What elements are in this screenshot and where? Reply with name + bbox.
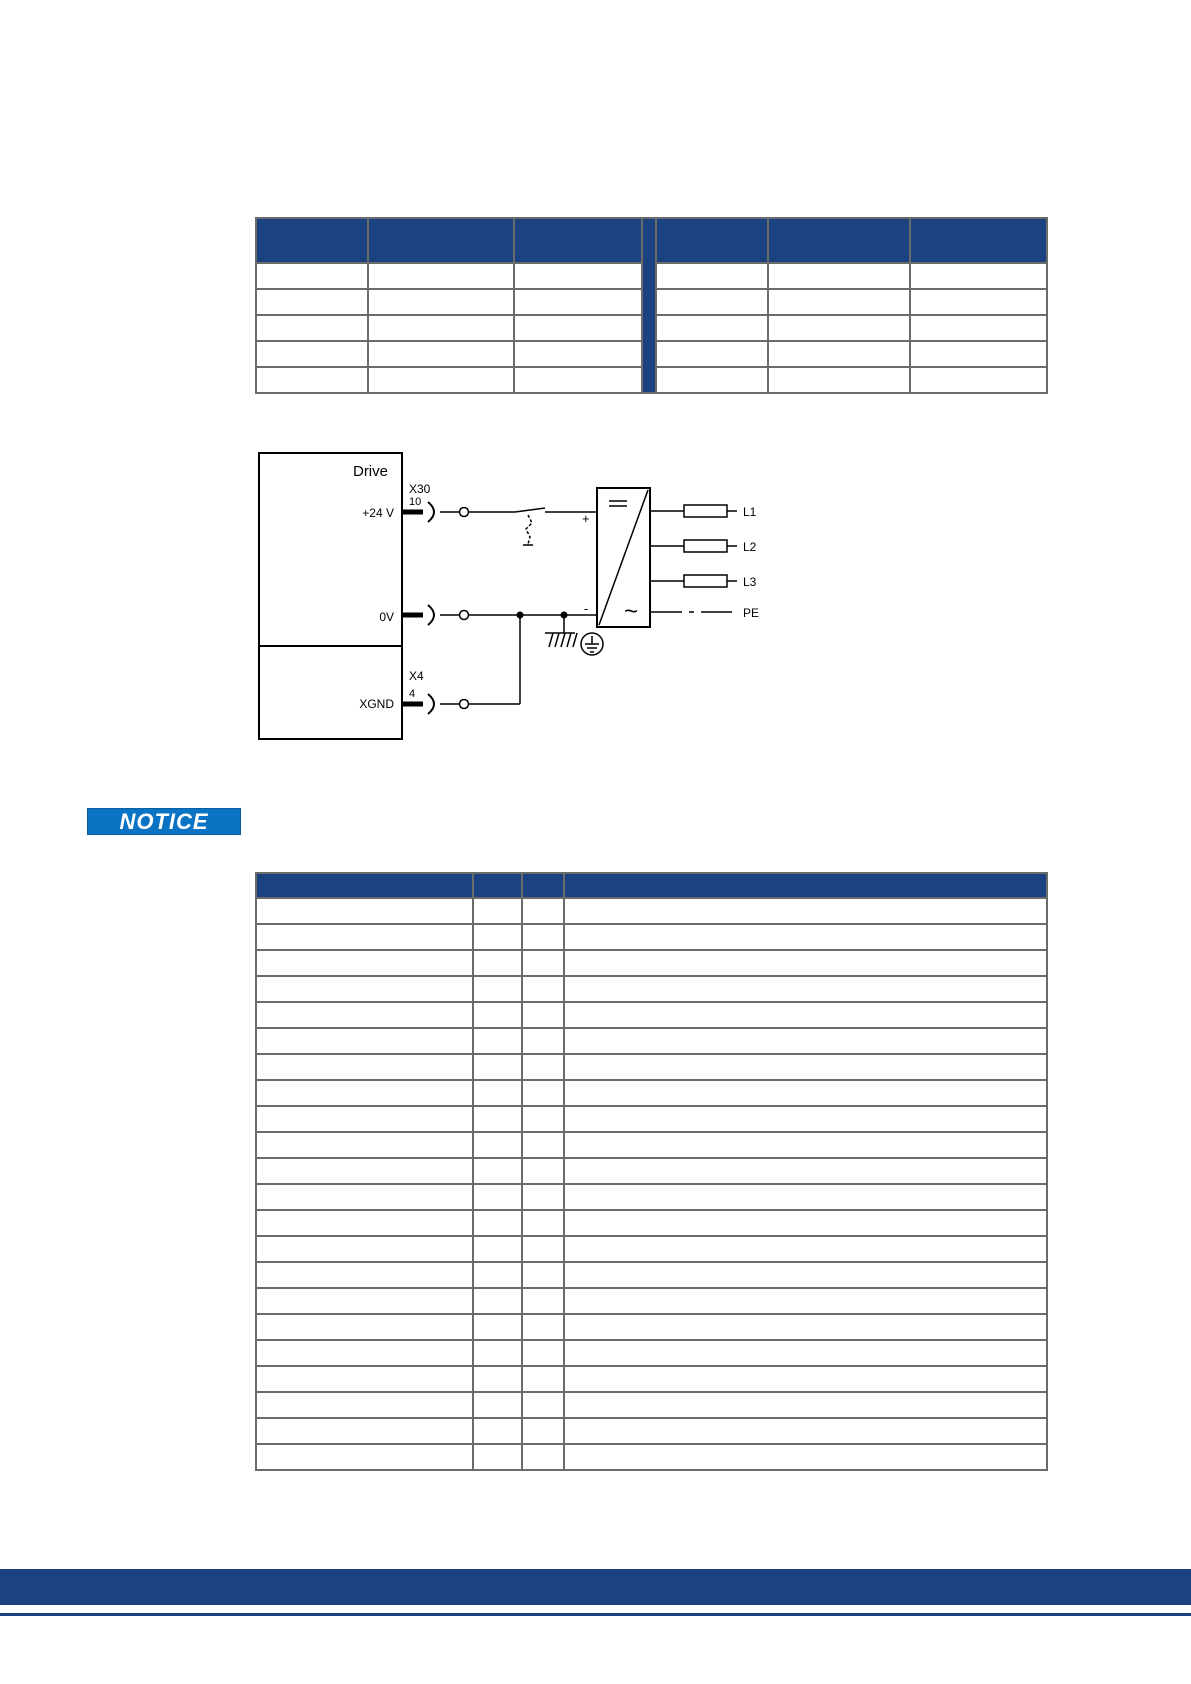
- wiring-diagram: [255, 448, 795, 748]
- xgnd-socket-icon: [428, 694, 434, 714]
- x30-socket-icon: [428, 502, 434, 522]
- pin-table-header: [256, 873, 1047, 898]
- spec-header-cell: [768, 218, 910, 263]
- spec-header-cell: [256, 218, 368, 263]
- table-row: [256, 950, 1047, 976]
- drive-label: Drive: [352, 463, 388, 480]
- table-row: [256, 1210, 1047, 1236]
- zero-v-socket-icon: [428, 605, 434, 625]
- notice-badge: NOTICE: [87, 808, 241, 835]
- table-row: [256, 1028, 1047, 1054]
- junction-dot: [517, 612, 524, 619]
- switch-blade: [515, 508, 545, 512]
- pin-header-cell: [522, 873, 564, 898]
- table-row: [256, 1002, 1047, 1028]
- l3-label: L3: [743, 575, 757, 589]
- switch-actuator: [526, 515, 532, 544]
- spec-header-cell: [656, 218, 768, 263]
- table-row: [256, 1314, 1047, 1340]
- terminal-circle: [460, 611, 469, 620]
- table-row: [256, 1288, 1047, 1314]
- table-row: [256, 1340, 1047, 1366]
- spec-table-header: [256, 218, 1047, 263]
- x30-pin: 10: [409, 496, 422, 508]
- footer-bar: [0, 1569, 1191, 1605]
- junction-dot: [561, 612, 568, 619]
- table-row: [256, 1132, 1047, 1158]
- table-row: [256, 1366, 1047, 1392]
- table-row: [256, 1184, 1047, 1210]
- pin-table: [255, 872, 1048, 1471]
- spec-header-cell: [514, 218, 642, 263]
- spec-table: [255, 217, 1048, 394]
- zero-v-label: 0V: [379, 610, 394, 624]
- fuse-l3: [684, 575, 727, 587]
- l2-label: L2: [743, 540, 757, 554]
- table-row: [256, 1080, 1047, 1106]
- xgnd-label: XGND: [359, 697, 394, 711]
- pin-header-cell: [564, 873, 1047, 898]
- spec-header-cell: [368, 218, 514, 263]
- pin-header-cell: [256, 873, 473, 898]
- plus24-label: +24 V: [362, 506, 394, 520]
- plus-sign: +: [582, 511, 590, 526]
- terminal-circle: [460, 508, 469, 517]
- terminal-circle: [460, 700, 469, 709]
- table-row: [256, 1444, 1047, 1470]
- spec-header-cell: [910, 218, 1047, 263]
- l1-label: L1: [743, 505, 757, 519]
- table-row: [256, 1054, 1047, 1080]
- table-row: [256, 924, 1047, 950]
- table-row: [256, 1158, 1047, 1184]
- pe-label: PE: [743, 606, 760, 620]
- spec-table-separator: [642, 218, 656, 393]
- table-row: [256, 1392, 1047, 1418]
- ac-symbol: ~: [623, 598, 639, 625]
- fuse-l2: [684, 540, 727, 552]
- dc-symbol: =: [615, 501, 616, 502]
- x4-pin: 4: [409, 688, 416, 700]
- x4-label: X4: [409, 669, 424, 683]
- table-row: [256, 1236, 1047, 1262]
- footer-rule: [0, 1613, 1191, 1616]
- pin-header-cell: [473, 873, 522, 898]
- table-row: [256, 1418, 1047, 1444]
- table-row: [256, 1262, 1047, 1288]
- x30-label: X30: [409, 482, 431, 496]
- minus-sign: -: [584, 601, 589, 616]
- table-row: [256, 1106, 1047, 1132]
- table-row: [256, 976, 1047, 1002]
- table-row: [256, 898, 1047, 924]
- fuse-l1: [684, 505, 727, 517]
